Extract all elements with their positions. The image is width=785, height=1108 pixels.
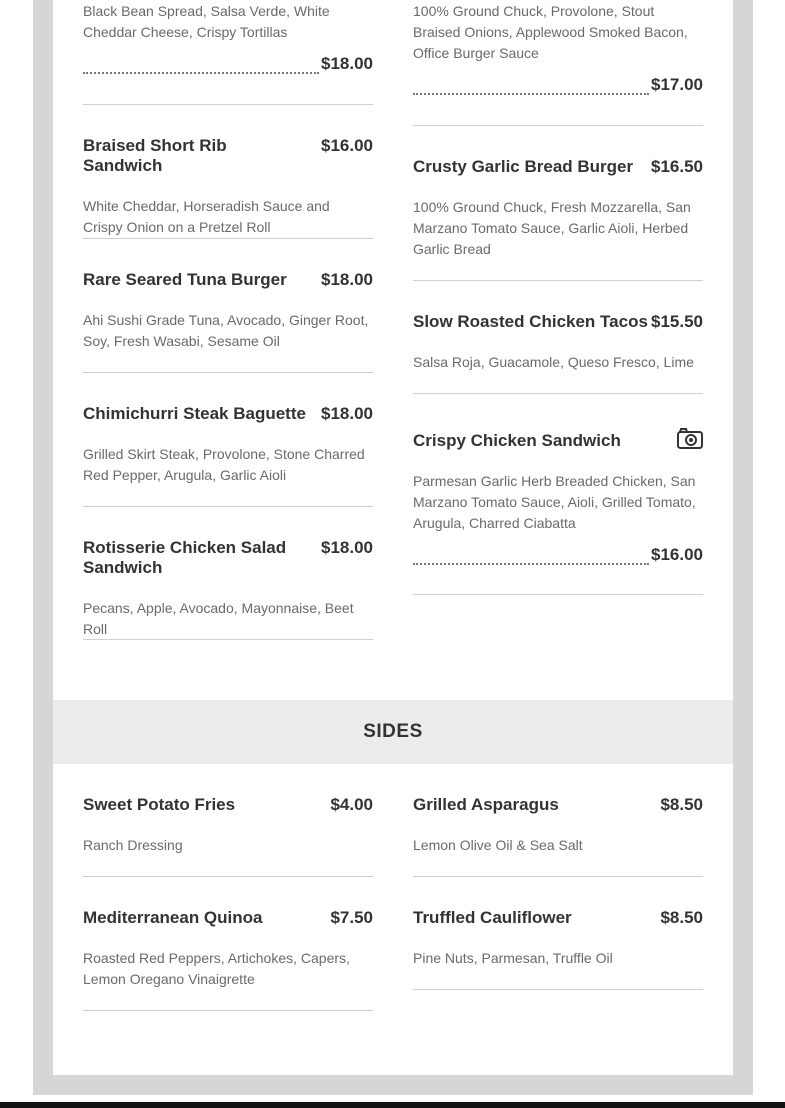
item-header bbox=[413, 425, 703, 451]
item-price: $7.50 bbox=[330, 908, 373, 927]
item-name: Mediterranean Quinoa bbox=[83, 908, 263, 927]
item-name: Sweet Potato Fries bbox=[83, 795, 236, 814]
item-description: Salsa Roja, Guacamole, Queso Fresco, Lime bbox=[413, 354, 694, 370]
menu-item[interactable] bbox=[413, 312, 703, 373]
menu-item[interactable] bbox=[413, 908, 703, 969]
item-price: $16.00 bbox=[321, 136, 373, 155]
item-name: Rotisserie Chicken Salad Sandwich bbox=[83, 538, 287, 577]
item-price: $8.50 bbox=[660, 908, 703, 927]
menu-item[interactable] bbox=[413, 157, 703, 260]
item-price: $18.00 bbox=[321, 538, 373, 557]
section-header-sides bbox=[53, 700, 733, 764]
item-description: Pine Nuts, Parmesan, Truffle Oil bbox=[413, 950, 613, 966]
item-header bbox=[413, 157, 703, 177]
dot-leader bbox=[413, 551, 649, 565]
item-header bbox=[83, 538, 373, 578]
menu-item[interactable] bbox=[413, 795, 703, 856]
item-name: Truffled Cauliflower bbox=[413, 908, 572, 927]
item-header bbox=[83, 404, 373, 424]
dot-leader bbox=[413, 81, 649, 95]
item-description: 100% Ground Chuck, Fresh Mozzarella, San Marzano Tomato Sauce, Garlic Aioli, Herbed Garlic Bread bbox=[413, 199, 691, 257]
item-name: Braised Short Rib Sandwich bbox=[83, 136, 227, 175]
item-header bbox=[83, 270, 373, 290]
menu-item-continued[interactable] bbox=[413, 1, 703, 95]
item-name: Crusty Garlic Bread Burger bbox=[413, 157, 634, 176]
item-description: Ranch Dressing bbox=[83, 837, 183, 853]
item-description: Roasted Red Peppers, Artichokes, Capers, Lemon Oregano Vinaigrette bbox=[83, 950, 350, 987]
item-divider bbox=[413, 280, 703, 281]
item-name: Rare Seared Tuna Burger bbox=[83, 270, 287, 289]
item-description: Black Bean Spread, Salsa Verde, White Cheddar Cheese, Crispy Tortillas bbox=[83, 3, 330, 40]
item-divider bbox=[413, 393, 703, 394]
item-divider bbox=[83, 639, 373, 640]
menu-item-continued[interactable] bbox=[83, 1, 373, 74]
item-name: Grilled Asparagus bbox=[413, 795, 559, 814]
item-divider bbox=[83, 506, 373, 507]
item-price: $17.00 bbox=[651, 75, 703, 94]
price-row bbox=[83, 54, 373, 74]
item-divider bbox=[83, 372, 373, 373]
menu-item[interactable] bbox=[413, 425, 703, 565]
item-header bbox=[83, 795, 373, 815]
item-divider bbox=[413, 876, 703, 877]
price-row bbox=[413, 75, 703, 95]
item-divider bbox=[83, 1010, 373, 1011]
item-header bbox=[83, 136, 373, 176]
item-header bbox=[83, 908, 373, 928]
item-price: $16.00 bbox=[651, 545, 703, 564]
item-description: Pecans, Apple, Avocado, Mayonnaise, Beet Roll bbox=[83, 600, 354, 637]
item-name: Slow Roasted Chicken Tacos bbox=[413, 312, 648, 331]
menu-item[interactable] bbox=[83, 270, 373, 352]
item-description: Parmesan Garlic Herb Breaded Chicken, San Marzano Tomato Sauce, Aioli, Grilled Tomato, Arugula, Charred Ciabatta bbox=[413, 473, 696, 531]
menu-item[interactable] bbox=[83, 404, 373, 486]
item-description: Lemon Olive Oil & Sea Salt bbox=[413, 837, 583, 853]
item-header bbox=[413, 795, 703, 815]
item-price: $18.00 bbox=[321, 54, 373, 73]
menu-item[interactable] bbox=[83, 795, 373, 856]
menu-item[interactable] bbox=[83, 136, 373, 238]
item-header bbox=[413, 312, 703, 332]
section-title: SIDES bbox=[363, 721, 423, 742]
item-price: $16.50 bbox=[651, 157, 703, 176]
menu-item[interactable] bbox=[83, 908, 373, 990]
item-description: Ahi Sushi Grade Tuna, Avocado, Ginger Root, Soy, Fresh Wasabi, Sesame Oil bbox=[83, 312, 369, 349]
item-divider bbox=[83, 876, 373, 877]
item-name: Crispy Chicken Sandwich bbox=[413, 431, 621, 450]
item-divider bbox=[83, 104, 373, 105]
item-price: $4.00 bbox=[330, 795, 373, 814]
item-name: Chimichurri Steak Baguette bbox=[83, 404, 306, 423]
item-divider bbox=[413, 594, 703, 595]
item-divider bbox=[413, 989, 703, 990]
item-description: Grilled Skirt Steak, Provolone, Stone Charred Red Pepper, Arugula, Garlic Aioli bbox=[83, 446, 365, 483]
camera-icon[interactable] bbox=[677, 427, 703, 449]
item-price: $8.50 bbox=[660, 795, 703, 814]
item-divider bbox=[83, 238, 373, 239]
footer-bar bbox=[0, 1102, 785, 1108]
price-row bbox=[413, 545, 703, 565]
item-description: White Cheddar, Horseradish Sauce and Crispy Onion on a Pretzel Roll bbox=[83, 198, 330, 235]
menu-item[interactable] bbox=[83, 538, 373, 640]
item-price: $18.00 bbox=[321, 404, 373, 423]
item-price: $18.00 bbox=[321, 270, 373, 289]
item-price: $15.50 bbox=[651, 312, 703, 331]
item-description: 100% Ground Chuck, Provolone, Stout Braised Onions, Applewood Smoked Bacon, Office Burger Sauce bbox=[413, 3, 688, 61]
item-divider bbox=[413, 125, 703, 126]
dot-leader bbox=[83, 60, 319, 74]
item-header bbox=[413, 908, 703, 928]
